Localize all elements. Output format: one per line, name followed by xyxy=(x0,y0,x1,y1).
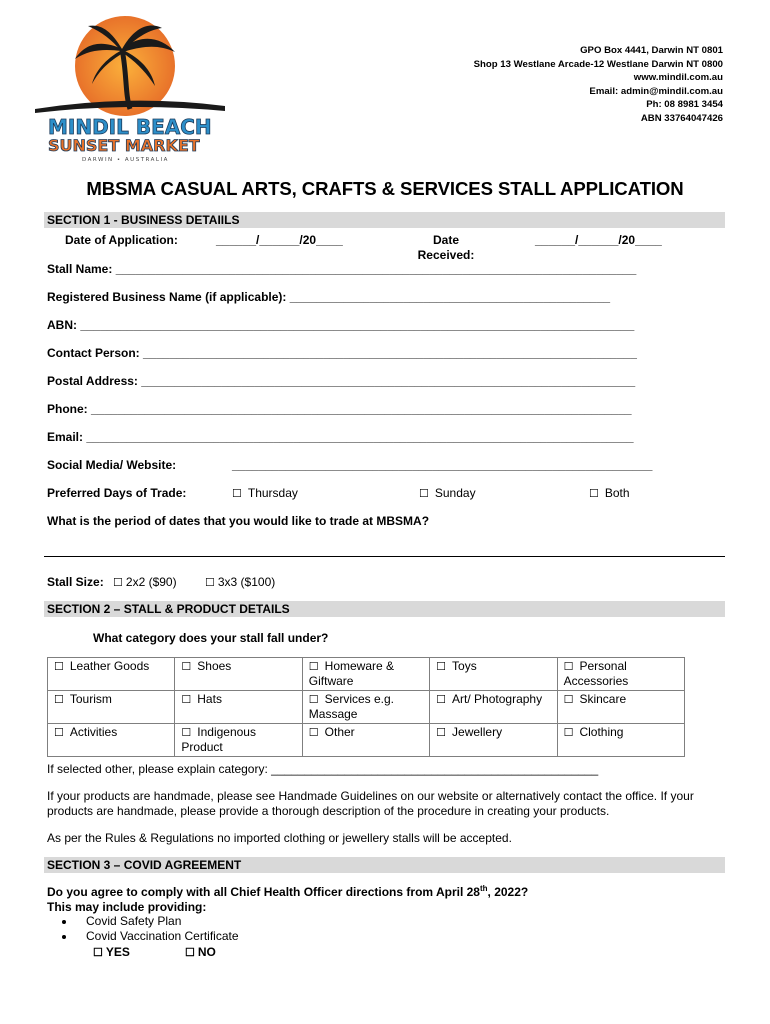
category-cell[interactable] xyxy=(557,658,684,691)
category-label: Homeware & Giftware xyxy=(308,659,395,688)
covid-question-text: Do you agree to comply with all Chief Health Officer directions from April 28 xyxy=(47,885,480,899)
date-received-label-1: Date xyxy=(432,233,459,247)
checkbox-icon[interactable]: ☐ xyxy=(181,694,192,706)
category-cell[interactable] xyxy=(430,658,557,691)
contact-address: GPO Box 4441, Darwin NT 0801 xyxy=(580,45,723,56)
category-cell[interactable] xyxy=(557,724,684,757)
category-cell[interactable] xyxy=(175,691,302,724)
checkbox-icon[interactable]: ☐ xyxy=(419,488,429,500)
checkbox-icon[interactable]: ☐ xyxy=(185,947,195,959)
checkbox-icon[interactable]: ☐ xyxy=(563,661,574,673)
social-media-label: Social Media/ Website: xyxy=(47,458,177,472)
category-row xyxy=(48,658,685,691)
covid-yes-label: YES xyxy=(105,945,130,959)
category-label: Other xyxy=(324,725,355,739)
covid-requirements-list xyxy=(62,914,239,944)
social-media-field[interactable]: _______________________________________________________________ xyxy=(232,458,653,472)
checkbox-icon[interactable]: ☐ xyxy=(589,488,599,500)
email-field[interactable]: Email: __________________________________________________________________________________ xyxy=(47,430,634,444)
checkbox-icon[interactable]: ☐ xyxy=(54,727,64,739)
category-label: Jewellery xyxy=(452,725,503,739)
date-of-application-field[interactable]: ______/______/20____ xyxy=(216,233,343,247)
category-label: Indigenous Product xyxy=(181,725,256,754)
checkbox-icon[interactable]: ☐ xyxy=(563,694,574,706)
checkbox-icon[interactable]: ☐ xyxy=(93,947,103,959)
stall-name-field[interactable]: Stall Name: ______________________________________________________________________________ xyxy=(47,262,637,276)
category-cell[interactable] xyxy=(175,724,302,757)
category-label: Toys xyxy=(452,659,477,673)
category-cell[interactable] xyxy=(430,724,557,757)
rules-note: As per the Rules & Regulations no imported clothing or jewellery stalls will be accepted. xyxy=(47,831,512,845)
preferred-days-label: Preferred Days of Trade: xyxy=(47,486,187,500)
contact-email[interactable]: Email: admin@mindil.com.au xyxy=(589,85,723,97)
category-cell[interactable] xyxy=(175,658,302,691)
category-label: Services e.g. Massage xyxy=(308,692,395,721)
contact-website[interactable]: www.mindil.com.au xyxy=(633,72,723,84)
checkbox-icon[interactable]: ☐ xyxy=(54,661,64,673)
size-3x3-option[interactable] xyxy=(205,575,275,589)
day-both-option[interactable] xyxy=(589,486,630,500)
postal-address-field[interactable]: Postal Address: __________________________________________________________________________ xyxy=(47,374,636,388)
checkbox-icon[interactable]: ☐ xyxy=(563,727,574,739)
trade-period-answer-line[interactable] xyxy=(44,556,725,557)
checkbox-icon[interactable]: ☐ xyxy=(232,488,242,500)
category-label: Skincare xyxy=(579,692,627,706)
contact-phone: Ph: 08 8981 3454 xyxy=(646,99,723,111)
logo-text-1: MINDIL BEACH xyxy=(48,115,212,139)
date-received-field[interactable]: ______/______/20____ xyxy=(535,233,662,247)
checkbox-icon[interactable]: ☐ xyxy=(308,694,319,706)
category-label: Tourism xyxy=(69,692,112,706)
size-3x3-label: 3x3 ($100) xyxy=(217,575,276,589)
phone-field[interactable]: Phone: _________________________________________________________________________________ xyxy=(47,402,632,416)
category-label: Personal Accessories xyxy=(563,659,629,688)
other-category-explain-field[interactable]: If selected other, please explain category: _________________________________________________ xyxy=(47,762,599,776)
covid-question-end: , 2022? xyxy=(487,885,529,899)
covid-question xyxy=(47,884,528,899)
category-cell[interactable] xyxy=(557,691,684,724)
abn-field[interactable]: ABN: ___________________________________________________________________________________ xyxy=(47,318,635,332)
day-sunday-option[interactable] xyxy=(419,486,476,500)
category-cell[interactable] xyxy=(302,724,429,757)
day-thursday-option[interactable] xyxy=(232,486,298,500)
mindil-logo xyxy=(30,14,230,164)
logo-text-2: SUNSET MARKET xyxy=(48,136,200,155)
checkbox-icon[interactable]: ☐ xyxy=(436,727,447,739)
category-cell[interactable] xyxy=(430,691,557,724)
covid-no-option[interactable] xyxy=(185,945,216,959)
checkbox-icon[interactable]: ☐ xyxy=(181,727,192,739)
day-both-label: Both xyxy=(604,486,630,500)
day-sunday-label: Sunday xyxy=(434,486,476,500)
date-received-label-2: Received: xyxy=(417,248,475,262)
size-2x2-option[interactable] xyxy=(113,575,177,589)
checkbox-icon[interactable]: ☐ xyxy=(436,694,447,706)
date-received-label xyxy=(416,233,476,263)
checkbox-icon[interactable]: ☐ xyxy=(308,727,319,739)
handmade-note: If your products are handmade, please see Handmade Guidelines on our website or alternatively contact the office. If your products are handmade, please provide a thorough description of the procedure in creating your products. xyxy=(47,789,694,818)
checkbox-icon[interactable]: ☐ xyxy=(308,661,319,673)
category-table xyxy=(47,657,685,757)
category-label: Art/ Photography xyxy=(452,692,543,706)
category-row xyxy=(48,724,685,757)
checkbox-icon[interactable]: ☐ xyxy=(181,661,192,673)
contact-person-field[interactable]: Contact Person: __________________________________________________________________________ xyxy=(47,346,637,360)
contact-abn: ABN 33764047426 xyxy=(640,112,723,124)
stall-size-label: Stall Size: xyxy=(47,575,104,589)
category-row xyxy=(48,691,685,724)
may-include-label: This may include providing: xyxy=(47,900,207,914)
category-label: Clothing xyxy=(579,725,624,739)
category-cell[interactable] xyxy=(48,658,175,691)
checkbox-icon[interactable]: ☐ xyxy=(54,694,64,706)
category-label: Shoes xyxy=(197,659,232,673)
contact-shop: Shop 13 Westlane Arcade-12 Westlane Darwin NT 0800 xyxy=(473,58,723,70)
checkbox-icon[interactable]: ☐ xyxy=(113,577,123,589)
category-label: Leather Goods xyxy=(69,659,150,673)
covid-no-label: NO xyxy=(197,945,216,959)
date-of-application-label: Date of Application: xyxy=(65,233,178,247)
checkbox-icon[interactable]: ☐ xyxy=(205,577,215,589)
category-question: What category does your stall fall under? xyxy=(93,631,329,645)
logo-text-3: DARWIN • AUSTRALIA xyxy=(82,157,169,163)
covid-yes-option[interactable] xyxy=(93,945,130,959)
size-2x2-label: 2x2 ($90) xyxy=(125,575,177,589)
category-label: Hats xyxy=(197,692,222,706)
covid-question-sup: th xyxy=(479,884,488,893)
section2-heading: SECTION 2 – STALL & PRODUCT DETAILS xyxy=(44,601,725,617)
category-cell[interactable] xyxy=(48,724,175,757)
category-cell[interactable] xyxy=(302,691,429,724)
page-title: MBSMA CASUAL ARTS, CRAFTS & SERVICES STALL APPLICATION xyxy=(86,178,684,199)
category-cell[interactable] xyxy=(48,691,175,724)
category-label: Activities xyxy=(69,725,118,739)
list-item: • Covid Vaccination Certificate xyxy=(76,929,239,944)
section1-heading: SECTION 1 - BUSINESS DETAIILS xyxy=(44,212,725,228)
list-item: • Covid Safety Plan xyxy=(76,914,239,929)
section3-heading: SECTION 3 – COVID AGREEMENT xyxy=(44,857,725,873)
trade-period-question: What is the period of dates that you would like to trade at MBSMA? xyxy=(47,514,430,528)
day-thursday-label: Thursday xyxy=(247,486,298,500)
stall-size-row xyxy=(47,575,177,589)
category-cell[interactable] xyxy=(302,658,429,691)
contact-block xyxy=(474,44,723,126)
registered-business-name-field[interactable]: Registered Business Name (if applicable): ________________________________________________ xyxy=(47,290,611,304)
checkbox-icon[interactable]: ☐ xyxy=(436,661,447,673)
